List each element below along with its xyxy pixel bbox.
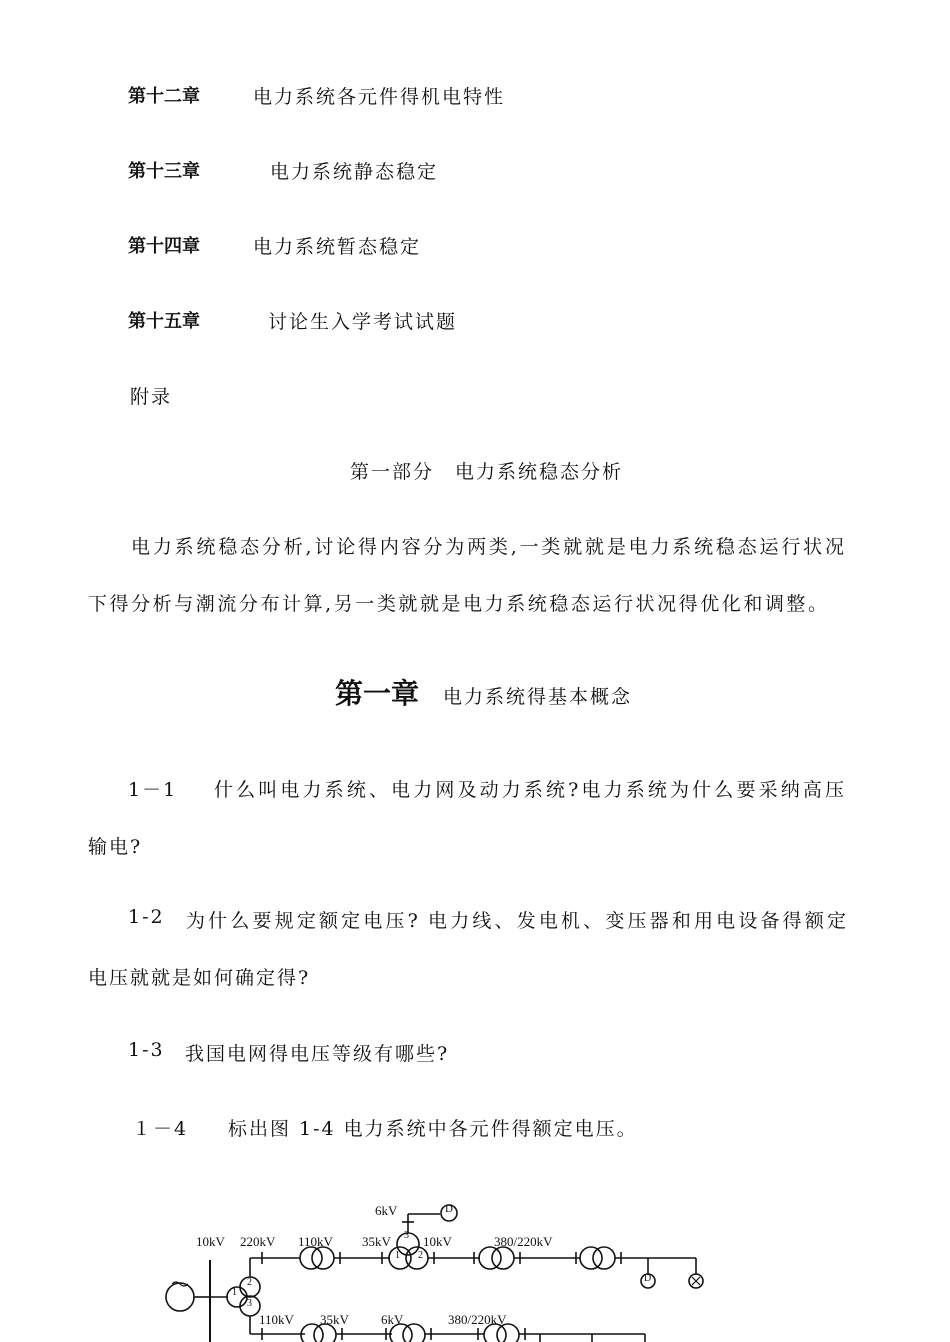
voltage-label: 6kV (375, 1203, 398, 1218)
part-heading: 第一部分 电力系统稳态分析 (350, 461, 624, 483)
winding-label: 3 (247, 1298, 252, 1309)
winding-label: 2 (247, 1277, 252, 1288)
winding-label: 1 (395, 1250, 400, 1261)
question-number: 1－1 (128, 779, 178, 801)
intro-paragraph-line-2: 下得分析与潮流分布计算,另一类就就是电力系统稳态运行状况得优化和调整。 (88, 593, 828, 615)
toc-chapter-label: 第十五章 (128, 311, 200, 332)
question-text-line-1: 什么叫电力系统、电力网及动力系统?电力系统为什么要采纳高压 (214, 779, 845, 801)
voltage-label: 6kV (381, 1312, 404, 1327)
voltage-label: 380/220kV (448, 1312, 507, 1327)
question-text-line-2: 电压就就是如何确定得? (88, 967, 311, 989)
toc-chapter-label: 第十二章 (128, 86, 200, 107)
question-number: 1-2 (128, 906, 165, 928)
toc-chapter-title: 电力系统静态稳定 (270, 161, 439, 183)
voltage-label: 10kV (423, 1234, 452, 1249)
voltage-label: 35kV (362, 1234, 391, 1249)
appendix-label: 附录 (130, 386, 173, 408)
question-text-line-1: 为什么要规定额定电压? 电力线、发电机、变压器和用电设备得额定 (186, 910, 847, 932)
load-label: D (445, 1203, 453, 1215)
chapter-1-heading (335, 672, 632, 712)
toc-chapter-label: 第十四章 (128, 236, 200, 257)
question-number: 1-3 (128, 1039, 165, 1061)
toc-chapter-title: 电力系统各元件得机电特性 (253, 86, 506, 108)
winding-label: 1 (232, 1287, 237, 1298)
question-text-line-2: 输电? (88, 836, 143, 858)
generator-symbol (166, 1283, 194, 1311)
voltage-label: 380/220kV (494, 1234, 553, 1249)
load-label: D (644, 1273, 652, 1284)
toc-chapter-title: 讨论生入学考试试题 (268, 311, 458, 333)
voltage-label: 110kV (298, 1234, 333, 1249)
question-text-line-1: 我国电网得电压等级有哪些? (185, 1043, 450, 1065)
winding-label: 2 (418, 1250, 423, 1261)
power-system-diagram (0, 1192, 950, 1342)
chapter-1-title: 电力系统得基本概念 (443, 686, 633, 708)
toc-chapter-label: 第十三章 (128, 161, 200, 182)
winding-label: 3 (404, 1230, 409, 1241)
voltage-label: 35kV (320, 1312, 349, 1327)
voltage-label: 10kV (196, 1234, 225, 1249)
intro-paragraph-line-1: 电力系统稳态分析,讨论得内容分为两类,一类就就是电力系统稳态运行状况 (131, 536, 845, 558)
voltage-label: 110kV (259, 1312, 294, 1327)
chapter-1-label: 第一章 (335, 677, 420, 710)
question-number: １－4 (132, 1118, 189, 1140)
voltage-label: 220kV (240, 1234, 276, 1249)
toc-chapter-title: 电力系统暂态稳定 (253, 236, 422, 258)
question-text-line-1: 标出图 1-4 电力系统中各元件得额定电压。 (228, 1118, 638, 1140)
